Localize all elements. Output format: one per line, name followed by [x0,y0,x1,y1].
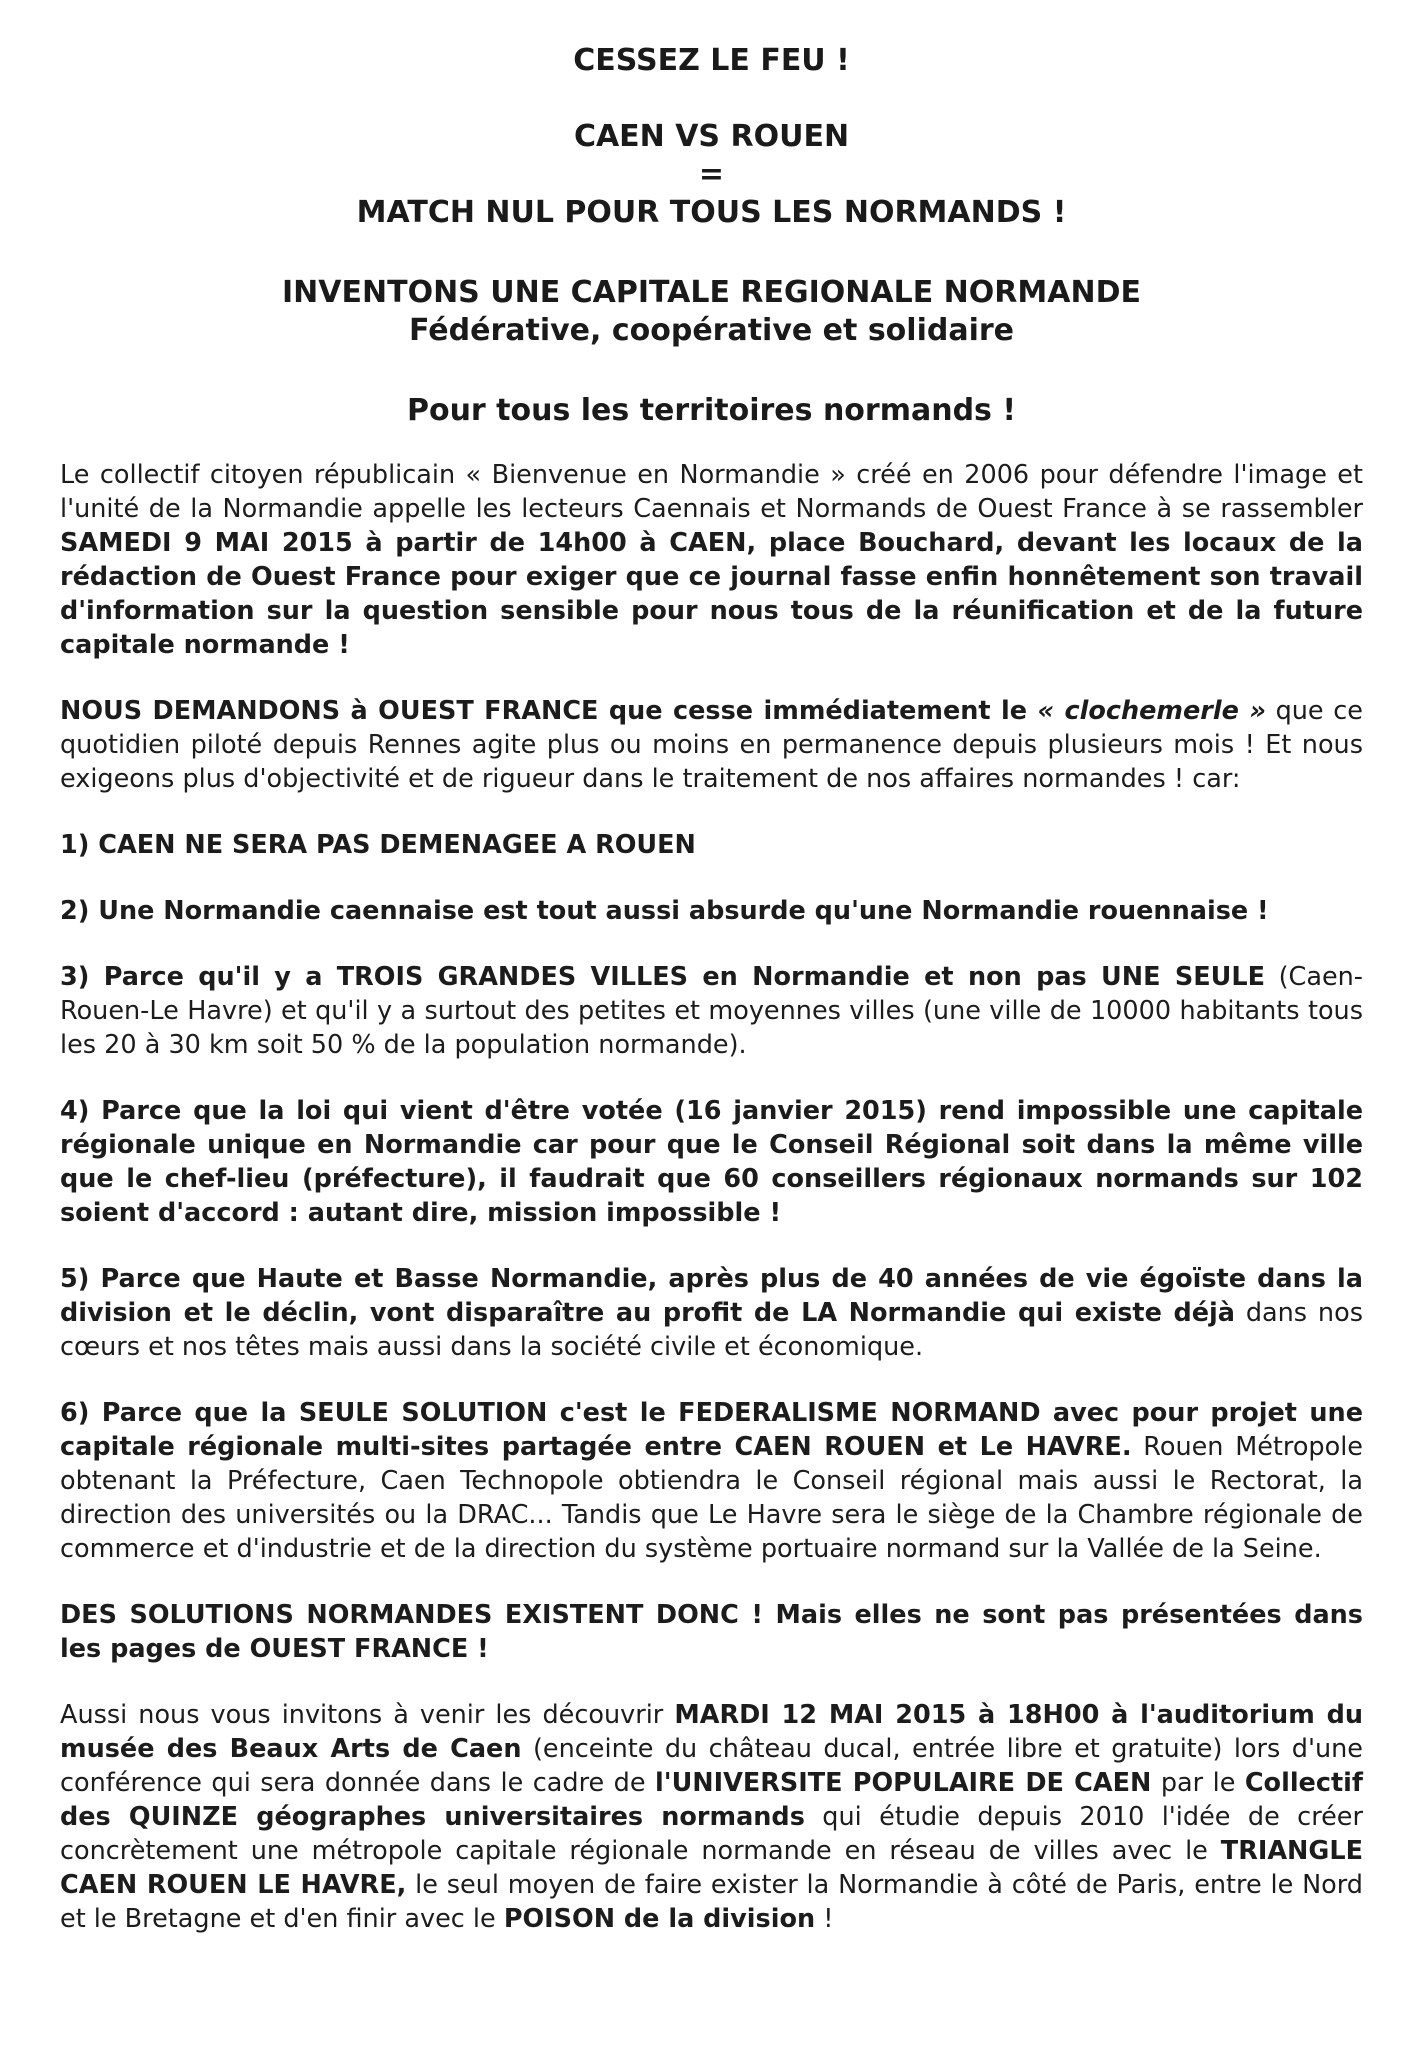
closing-bold-b: MARDI 12 MAI 2015 à 18H00 à l'auditorium du musée des Beaux Arts de Caen [60,1700,1363,1764]
closing-bold-f: Collectif des QUINZE géographes universitaires normands [60,1768,1363,1832]
demand-paragraph [60,694,1363,796]
point-6-bold: 6) Parce que la SEULE SOLUTION c'est le FEDERALISME NORMAND avec pour projet une capitale régionale multi-sites partagée entre CAEN ROUEN et Le HAVRE. [60,1398,1363,1462]
demand-bold: NOUS DEMANDONS à OUEST FRANCE que cesse immédiatement le [60,696,1038,726]
closing-text-k: ! [815,1904,834,1934]
point-6 [60,1396,1363,1566]
closing-bold-j: POISON de la division [503,1904,816,1934]
subtitle-federative: Fédérative, coopérative et solidaire [409,313,1014,348]
closing-bold-d: l'UNIVERSITE POPULAIRE DE CAEN [655,1768,1152,1798]
point-3-bold: 3) Parce qu'il y a TROIS GRANDES VILLES en Normandie et non pas UNE SEULE [60,962,1266,992]
point-1 [60,828,1363,862]
title-inventons: INVENTONS UNE CAPITALE REGIONALE NORMANDE [282,275,1141,310]
point-6-text: Rouen Métropole obtenant la Préfecture, Caen Technopole obtiendra le Conseil régional mais aussi le Rectorat, la direction des universités ou la DRAC... Tandis que Le Havre sera le siège de la Chambre régionale de commerce et d'industrie et de la direction du système portuaire normand sur la Vallée de la Seine. [60,1432,1363,1564]
title-cessez-le-feu: CESSEZ LE FEU ! [573,43,850,78]
closing-text-c: (enceinte du château ducal, entrée libre et gratuite) lors d'une conférence qui sera donnée dans le cadre de [60,1734,1363,1798]
closing-text-e: par le [1151,1768,1245,1798]
title-block [60,0,1363,430]
point-5-text: dans nos cœurs et nos têtes mais aussi dans la société civile et économique. [60,1298,1363,1362]
point-5-bold: 5) Parce que Haute et Basse Normandie, après plus de 40 années de vie égoïste dans la division et le déclin, vont disparaître au profit de LA Normandie qui existe déjà [60,1264,1363,1328]
point-3-text: (Caen-Rouen-Le Havre) et qu'il y a surtout des petites et moyennes villes (une ville de 10000 habitants tous les 20 à 30 km soit 50 % de la population normande). [60,962,1363,1060]
point-2 [60,894,1363,928]
subtitle-territoires: Pour tous les territoires normands ! [406,393,1017,428]
closing-text-g: qui étudie depuis 2010 l'idée de créer concrètement une métropole capitale régionale normande en réseau de villes avec le [60,1802,1363,1866]
point-1-text: 1) CAEN NE SERA PAS DEMENAGEE A ROUEN [60,830,696,860]
title-match-nul: MATCH NUL POUR TOUS LES NORMANDS ! [356,195,1067,230]
point-4-text: 4) Parce que la loi qui vient d'être votée (16 janvier 2015) rend impossible une capitale régionale unique en Normandie car pour que le Conseil Régional soit dans la même ville que le chef-lieu (préfecture), il faudrait que 60 conseillers régionaux normands sur 102 soient d'accord : autant dire, mission impossible ! [60,1096,1363,1228]
solutions-paragraph [60,1598,1363,1666]
closing-text-i: le seul moyen de faire exister la Normandie à côté de Paris, entre le Nord et le Bretagne et d'en finir avec le [60,1870,1363,1934]
closing-bold-h: TRIANGLE CAEN ROUEN LE HAVRE, [60,1836,1363,1900]
intro-paragraph [60,458,1363,662]
intro-text: Le collectif citoyen républicain « Bienvenue en Normandie » créé en 2006 pour défendre l'image et l'unité de la Normandie appelle les lecteurs Caennais et Normands de Ouest France à se rassembler [60,460,1363,524]
title-equals: = [698,157,725,192]
document-body [60,458,1363,1936]
point-5 [60,1262,1363,1364]
point-4 [60,1094,1363,1230]
intro-bold: SAMEDI 9 MAI 2015 à partir de 14h00 à CAEN, place Bouchard, devant les locaux de la rédaction de Ouest France pour exiger que ce journal fasse enfin honnêtement son travail d'information sur la question sensible pour nous tous de la réunification et de la future capitale normande ! [60,528,1363,660]
closing-paragraph [60,1698,1363,1936]
demand-text: que ce quotidien piloté depuis Rennes agite plus ou moins en permanence depuis plusieurs mois ! Et nous exigeons plus d'objectivité et de rigueur dans le traitement de nos affaires normandes ! car: [60,696,1363,794]
title-caen-vs-rouen: CAEN VS ROUEN [573,119,850,154]
demand-italic: « clochemerle » [1037,696,1266,726]
closing-text-a: Aussi nous vous invitons à venir les découvrir [60,1700,675,1730]
point-3 [60,960,1363,1062]
point-2-text: 2) Une Normandie caennaise est tout aussi absurde qu'une Normandie rouennaise ! [60,896,1269,926]
solutions-text: DES SOLUTIONS NORMANDES EXISTENT DONC ! Mais elles ne sont pas présentées dans les pages de OUEST FRANCE ! [60,1600,1363,1664]
